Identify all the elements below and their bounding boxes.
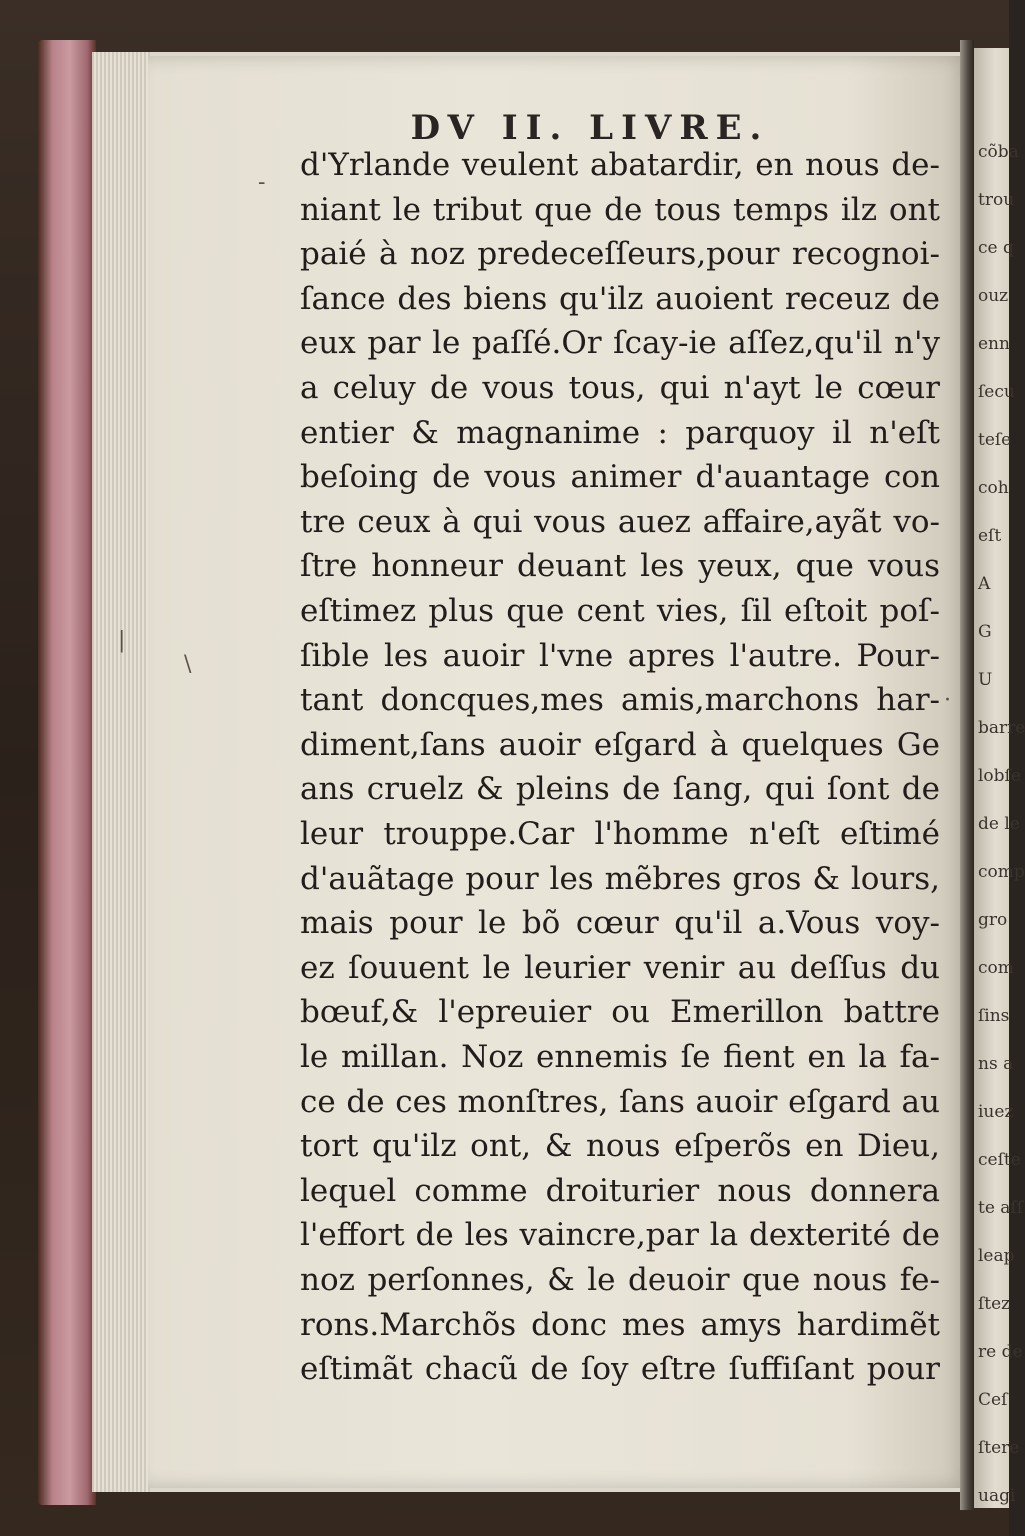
- facing-page-fragment: uagi: [978, 1486, 1016, 1506]
- text-line: beſoing de vous animer d'auantage con: [300, 459, 940, 496]
- facing-page-fragment: teſe: [978, 430, 1012, 450]
- text-line: tre ceux à qui vous auez affaire,ayãt vo-: [300, 503, 940, 540]
- binding-cover-edge: [38, 40, 96, 1505]
- facing-page-fragment: ce q: [978, 238, 1014, 258]
- facing-page-fragment: te aſſ: [978, 1198, 1024, 1218]
- facing-page-fragment: G: [978, 622, 992, 642]
- facing-page-fragment: lobſe: [978, 766, 1021, 786]
- facing-page-fragment: ſecu: [978, 382, 1015, 402]
- text-line: ſance des biens qu'ilz auoient receuz de: [300, 280, 940, 317]
- text-line: l'effort de les vaincre,par la dexterité de: [300, 1217, 940, 1254]
- page-edges: [92, 52, 150, 1492]
- text-line: le millan. Noz ennemis ſe fient en la fa-: [300, 1039, 940, 1075]
- text-line: niant le tribut que de tous temps ilz ont: [300, 191, 940, 228]
- facing-page-fragment: iuez: [978, 1102, 1014, 1122]
- book-gutter: [960, 40, 974, 1510]
- facing-page-fragment: ouz: [978, 286, 1009, 306]
- text-line: eux par le paſſé.Or ſcay-ie aſſez,qu'il n'y: [300, 325, 940, 362]
- text-line: eſtimez plus que cent vies, ſil eſtoit poſ-: [300, 593, 940, 629]
- facing-page-fragment: enn: [978, 334, 1010, 354]
- facing-page-fragment: eſt: [978, 526, 1002, 546]
- margin-mark: \: [184, 652, 192, 677]
- text-line: ce de ces monſtres, ſans auoir eſgard au: [300, 1083, 940, 1120]
- facing-page-fragment: coh: [978, 478, 1009, 498]
- text-line: ans cruelz & pleins de ſang, qui ſont de: [300, 771, 940, 808]
- facing-page-fragment: Ceſ: [978, 1390, 1008, 1410]
- text-line: rons.Marchõs donc mes amys hardimẽt: [300, 1306, 940, 1343]
- text-line: entier & magnanime : parquoy il n'eſt: [300, 414, 940, 451]
- facing-page-fragment: com: [978, 958, 1014, 978]
- facing-page-fragment: de le: [978, 814, 1020, 834]
- margin-mark: |: [118, 628, 126, 653]
- margin-mark: ·: [944, 688, 951, 713]
- text-line: leur trouppe.Car l'homme n'eſt eſtimé: [300, 816, 940, 852]
- text-line: mais pour le bõ cœur qu'il a.Vous voy-: [300, 905, 940, 942]
- facing-page-fragment: A: [978, 574, 991, 594]
- text-line: noz perſonnes, & le deuoir que nous fe-: [300, 1262, 940, 1298]
- margin-mark: -: [258, 170, 266, 195]
- text-line: bœuf,& l'epreuier ou Emerillon battre: [300, 994, 940, 1031]
- facing-page-fragment: re de: [978, 1342, 1023, 1362]
- facing-page-fragment: leap: [978, 1246, 1015, 1266]
- text-line: ez ſouuent le leurier venir au deſſus du: [300, 949, 940, 986]
- running-head: DV II. LIVRE.: [410, 108, 770, 148]
- text-line: paié à noz predeceſſeurs,pour recognoi-: [300, 236, 940, 273]
- facing-page-fragment: gro: [978, 910, 1008, 930]
- facing-page-fragment: trou: [978, 190, 1015, 210]
- facing-page-fragment: U: [978, 670, 993, 690]
- text-line: d'Yrlande veulent abatardir, en nous de-: [300, 147, 940, 183]
- text-line: d'auãtage pour les mẽbres gros & lours,: [300, 860, 940, 897]
- text-line: a celuy de vous tous, qui n'ayt le cœur: [300, 370, 940, 406]
- facing-page-fragment: barre: [978, 718, 1025, 738]
- facing-page-fragment: ſtere: [978, 1438, 1020, 1458]
- facing-page-fragment: cõba: [978, 142, 1019, 162]
- text-line: eſtimãt chacũ de ſoy eſtre ſuffiſant pour: [300, 1351, 940, 1388]
- text-line: lequel comme droiturier nous donnera: [300, 1172, 940, 1209]
- facing-page-fragment: ſtez: [978, 1294, 1011, 1314]
- text-line: ſible les auoir l'vne apres l'autre. Pour-: [300, 637, 940, 674]
- text-line: ſtre honneur deuant les yeux, que vous: [300, 548, 940, 585]
- facing-page-fragment: ſins: [978, 1006, 1010, 1026]
- text-line: tort qu'ilz ont, & nous eſperõs en Dieu,: [300, 1128, 940, 1165]
- text-line: diment,ſans auoir eſgard à quelques Ge: [300, 726, 940, 763]
- facing-page-fragment: ns a: [978, 1054, 1014, 1074]
- facing-page-fragment: ceſte: [978, 1150, 1021, 1170]
- facing-page-fragment: comp: [978, 862, 1025, 882]
- text-line: tant doncques,mes amis,marchons har-: [300, 682, 940, 719]
